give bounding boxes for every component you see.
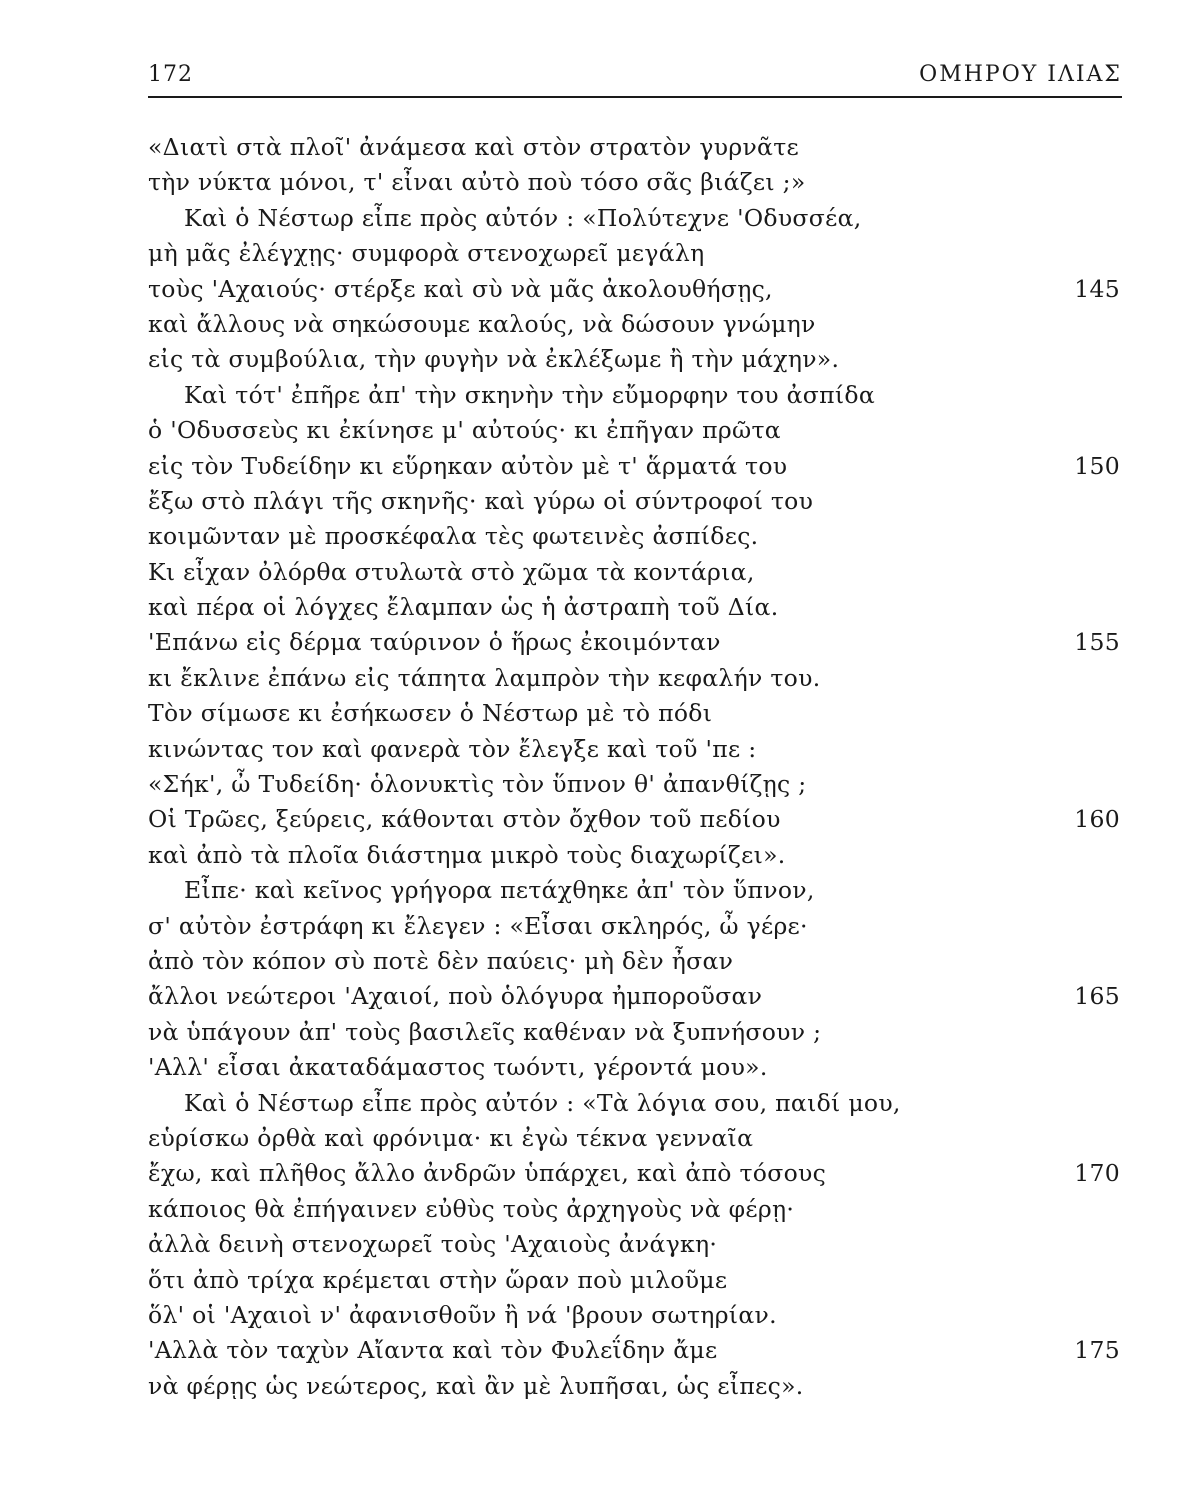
verse-text: εὑρίσκω ὀρθὰ καὶ φρόνιμα· κι ἐγὼ τέκνα γενναῖα — [148, 1123, 754, 1152]
verse-text: Καὶ ὁ Νέστωρ εἶπε πρὸς αὐτόν : «Πολύτεχνε 'Οδυσσέα, — [184, 203, 862, 232]
verse-text: ὁ 'Οδυσσεὺς κι ἐκίνησε μ' αὐτούς· κι ἐπῆγαν πρῶτα — [148, 416, 781, 445]
verse-line — [148, 1050, 1120, 1085]
verse-line — [148, 201, 1120, 236]
verse-text: κι ἔκλινε ἐπάνω εἰς τάπητα λαμπρὸν τὴν κεφαλήν του. — [148, 663, 821, 692]
verse-block — [148, 130, 1120, 1404]
verse-line — [148, 696, 1120, 731]
line-number: 170 — [1074, 1159, 1120, 1188]
verse-line — [148, 1192, 1120, 1227]
verse-text: 'Αλλὰ τὸν ταχὺν Αἴαντα καὶ τὸν Φυλεΐδην ἄμε — [148, 1336, 718, 1365]
verse-line — [148, 130, 1120, 165]
verse-text: εἰς τὸν Τυδείδην κι εὕρηκαν αὐτὸν μὲ τ' ἅρματά του — [148, 451, 788, 480]
verse-text: Οἱ Τρῶες, ξεύρεις, κάθονται στὸν ὄχθον τοῦ πεδίου — [148, 805, 781, 834]
verse-line — [148, 307, 1120, 342]
line-number: 160 — [1074, 805, 1120, 834]
verse-text: 'Αλλ' εἶσαι ἀκαταδάμαστος τωόντι, γέροντά μου». — [148, 1053, 768, 1082]
verse-line — [148, 236, 1120, 271]
verse-line — [148, 625, 1120, 660]
verse-text: ἀπὸ τὸν κόπον σὺ ποτὲ δὲν παύεις· μὴ δὲν ἦσαν — [148, 946, 734, 975]
line-number: 175 — [1074, 1336, 1120, 1365]
verse-line — [148, 1333, 1120, 1368]
verse-text: καὶ ἄλλους νὰ σηκώσουμε καλούς, νὰ δώσουν γνώμην — [148, 309, 816, 338]
verse-text: «Διατὶ στὰ πλοῖ' ἀνάμεσα καὶ στὸν στρατὸν γυρνᾶτε — [148, 133, 799, 161]
page-number: 172 — [148, 62, 193, 87]
verse-text: 'Επάνω εἰς δέρμα ταύρινον ὁ ἥρως ἐκοιμόνταν — [148, 628, 721, 657]
verse-line — [148, 413, 1120, 448]
verse-line — [148, 272, 1120, 307]
verse-line — [148, 661, 1120, 696]
verse-text: ἀλλὰ δεινὴ στενοχωρεῖ τοὺς 'Αχαιοὺς ἀνάγκη· — [148, 1230, 718, 1259]
verse-line — [148, 378, 1120, 413]
verse-text: ἔχω, καὶ πλῆθος ἄλλο ἀνδρῶν ὑπάρχει, καὶ ἀπὸ τόσους — [148, 1159, 827, 1188]
verse-text: Εἶπε· καὶ κεῖνος γρήγορα πετάχθηκε ἀπ' τὸν ὕπνον, — [184, 876, 815, 905]
verse-text: Κι εἶχαν ὀλόρθα στυλωτὰ στὸ χῶμα τὰ κοντάρια, — [148, 557, 755, 586]
verse-text: νὰ ὑπάγουν ἀπ' τοὺς βασιλεῖς καθέναν νὰ ξυπνήσουν ; — [148, 1017, 822, 1046]
verse-text: νὰ φέρῃς ὡς νεώτερος, καὶ ἂν μὲ λυπῆσαι, ὡς εἶπες». — [148, 1371, 804, 1400]
verse-text: εἰς τὰ συμβούλια, τὴν φυγὴν νὰ ἐκλέξωμε ἢ τὴν μάχην». — [148, 345, 840, 374]
verse-line — [148, 838, 1120, 873]
verse-text: ἄλλοι νεώτεροι 'Αχαιοί, ποὺ ὁλόγυρα ἠμποροῦσαν — [148, 982, 763, 1011]
verse-text: μὴ μᾶς ἐλέγχῃς· συμφορὰ στενοχωρεῖ μεγάλη — [148, 239, 705, 268]
verse-text: σ' αὐτὸν ἐστράφη κι ἔλεγεν : «Εἶσαι σκληρός, ὦ γέρε· — [148, 911, 808, 940]
line-number: 155 — [1074, 628, 1120, 657]
verse-line — [148, 1227, 1120, 1262]
verse-line — [148, 1156, 1120, 1191]
verse-line — [148, 342, 1120, 377]
verse-text: τοὺς 'Αχαιούς· στέρξε καὶ σὺ νὰ μᾶς ἀκολουθήσῃς, — [148, 274, 773, 303]
verse-text: καὶ πέρα οἱ λόγχες ἔλαμπαν ὡς ἡ ἀστραπὴ τοῦ Δία. — [148, 593, 779, 622]
header-rule — [148, 96, 1122, 98]
verse-text: Καὶ τότ' ἐπῆρε ἀπ' τὴν σκηνὴν τὴν εὔμορφην του ἀσπίδα — [184, 380, 876, 409]
book-title: ΟΜΗΡΟΥ ΙΛΙΑΣ — [919, 62, 1122, 87]
verse-text: κινώντας τον καὶ φανερὰ τὸν ἔλεγξε καὶ τοῦ 'πε : — [148, 734, 757, 763]
verse-line — [148, 1298, 1120, 1333]
verse-line — [148, 909, 1120, 944]
verse-line — [148, 802, 1120, 837]
verse-line — [148, 944, 1120, 979]
verse-text: «Σήκ', ὦ Τυδείδη· ὁλονυκτὶς τὸν ὕπνον θ' ἀπανθίζῃς ; — [148, 770, 807, 799]
verse-line — [148, 449, 1120, 484]
verse-text: ὅλ' οἱ 'Αχαιοὶ ν' ἀφανισθοῦν ἢ νά 'βρουν σωτηρίαν. — [148, 1300, 777, 1329]
verse-line — [148, 1369, 1120, 1404]
verse-text: τὴν νύκτα μόνοι, τ' εἶναι αὐτὸ ποὺ τόσο σᾶς βιάζει ;» — [148, 168, 806, 197]
verse-line — [148, 732, 1120, 767]
verse-text: ὅτι ἀπὸ τρίχα κρέμεται στὴν ὥραν ποὺ μιλοῦμε — [148, 1265, 728, 1294]
line-number: 165 — [1074, 982, 1120, 1011]
line-number: 150 — [1074, 451, 1120, 480]
verse-line — [148, 767, 1120, 802]
verse-line — [148, 1263, 1120, 1298]
verse-line — [148, 590, 1120, 625]
line-number: 145 — [1074, 274, 1120, 303]
verse-line — [148, 873, 1120, 908]
verse-text: καὶ ἀπὸ τὰ πλοῖα διάστημα μικρὸ τοὺς διαχωρίζει». — [148, 840, 786, 869]
verse-line — [148, 1086, 1120, 1121]
verse-line — [148, 1015, 1120, 1050]
verse-line — [148, 979, 1120, 1014]
verse-line — [148, 484, 1120, 519]
verse-text: ἔξω στὸ πλάγι τῆς σκηνῆς· καὶ γύρω οἱ σύντροφοί του — [148, 486, 814, 515]
verse-text: Τὸν σίμωσε κι ἐσήκωσεν ὁ Νέστωρ μὲ τὸ πόδι — [148, 699, 713, 728]
verse-line — [148, 519, 1120, 554]
verse-text: κοιμῶνταν μὲ προσκέφαλα τὲς φωτεινὲς ἀσπίδες. — [148, 522, 759, 551]
verse-line — [148, 555, 1120, 590]
verse-line — [148, 165, 1120, 200]
verse-text: κάποιος θὰ ἐπήγαινεν εὐθὺς τοὺς ἀρχηγοὺς νὰ φέρῃ· — [148, 1194, 795, 1223]
verse-text: Καὶ ὁ Νέστωρ εἶπε πρὸς αὐτόν : «Τὰ λόγια σου, παιδί μου, — [184, 1088, 901, 1117]
verse-line — [148, 1121, 1120, 1156]
